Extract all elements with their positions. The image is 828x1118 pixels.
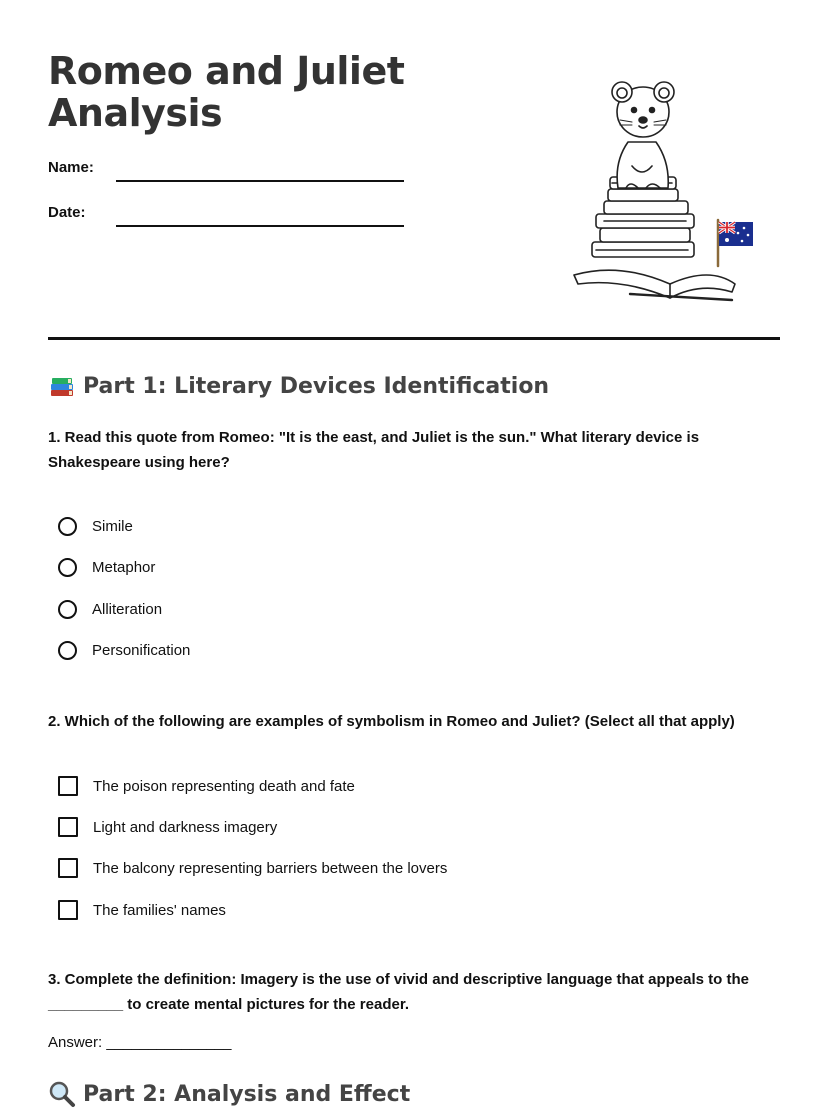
option-label: Metaphor: [92, 559, 156, 576]
part1-heading: [48, 372, 549, 400]
magnifying-glass-icon: [48, 1080, 76, 1108]
q1-option-personification[interactable]: [58, 641, 190, 660]
part1-heading-text: Part 1: Literary Devices Identification: [83, 373, 550, 399]
option-label: Simile: [92, 518, 133, 535]
question-1: 1. Read this quote from Romeo: "It is the east, and Juliet is the sun." What literary device is Shakespeare using here?: [48, 429, 700, 471]
worksheet-title: Romeo and Juliet Analysis: [48, 49, 405, 135]
name-field[interactable]: [116, 180, 404, 182]
date-field[interactable]: [116, 225, 404, 227]
header-divider: [48, 337, 780, 340]
radio-button[interactable]: [58, 517, 77, 536]
option-label: Light and darkness imagery: [93, 818, 278, 836]
date-label: Date:: [48, 204, 86, 221]
option-label: The poison representing death and fate: [93, 777, 355, 795]
option-label: Personification: [92, 642, 191, 659]
question-2: 2. Which of the following are examples of symbolism in Romeo and Juliet? (Select all that apply): [48, 713, 735, 730]
q2-option-light-darkness[interactable]: [58, 817, 277, 837]
q1-option-metaphor[interactable]: [58, 558, 155, 577]
radio-button[interactable]: [58, 641, 77, 660]
q1-option-alliteration[interactable]: [58, 600, 162, 619]
checkbox[interactable]: [58, 900, 78, 920]
option-label: Alliteration: [92, 601, 163, 618]
question-3: 3. Complete the definition: Imagery is the use of vivid and descriptive language that appeals to the _________ to create mental pictures for the reader.: [48, 971, 749, 1013]
part2-heading-text: Part 2: Analysis and Effect: [83, 1081, 411, 1107]
q1-option-simile[interactable]: [58, 517, 133, 536]
q2-option-balcony[interactable]: [58, 858, 447, 878]
checkbox[interactable]: [58, 817, 78, 837]
radio-button[interactable]: [58, 558, 77, 577]
q2-option-poison[interactable]: [58, 776, 355, 796]
option-label: The families' names: [93, 901, 226, 919]
option-label: The balcony representing barriers between the lovers: [93, 859, 448, 877]
books-icon: [48, 372, 76, 400]
part2-heading: [48, 1080, 410, 1108]
checkbox[interactable]: [58, 858, 78, 878]
q2-option-family-names[interactable]: [58, 900, 226, 920]
name-label: Name:: [48, 159, 94, 176]
q3-answer-field[interactable]: Answer: _______________: [48, 1034, 232, 1051]
quokka-illustration: [560, 70, 770, 320]
radio-button[interactable]: [58, 600, 77, 619]
checkbox[interactable]: [58, 776, 78, 796]
